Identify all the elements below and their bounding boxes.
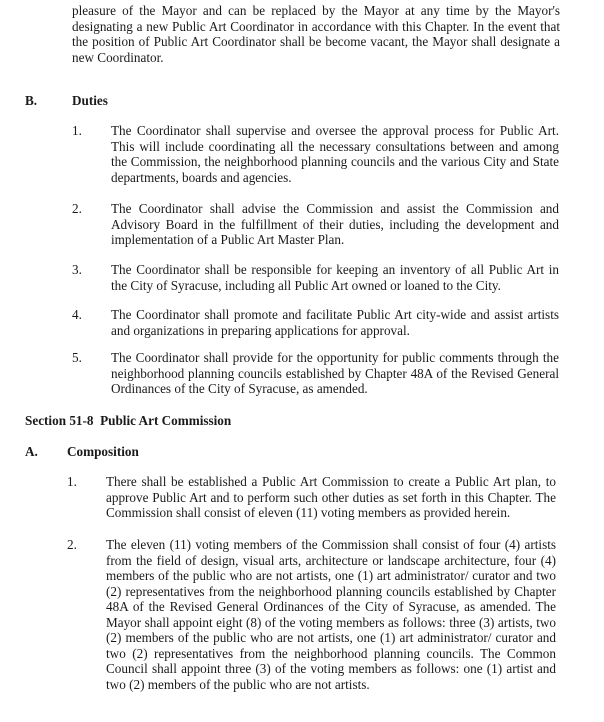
section-heading: Section 51-8 Public Art Commission (25, 413, 232, 428)
item-number: 2. (67, 537, 77, 552)
item-text: The Coordinator shall advise the Commission and assist the Commission and Advisory Board in the fulfillment of their duties, including the development and implementation of a Public Art Master Plan. (111, 201, 559, 247)
composition-heading: Composition (67, 444, 139, 459)
item-number: 1. (67, 474, 77, 489)
item-text: The Coordinator shall provide for the opportunity for public comments through the neighborhood planning councils established by Chapter 48A of the Revised General Ordinances of the City of Syracuse, as amended. (111, 350, 559, 396)
item-number: 1. (72, 123, 82, 138)
duties-letter: B. (25, 93, 38, 108)
item-text: The Coordinator shall supervise and oversee the approval process for Public Art. This will include coordinating all the necessary consultations between and among the Commission, the neighborhood planning councils and the various City and State departments, boards and agencies. (111, 123, 559, 185)
item-number: 4. (72, 307, 82, 322)
duties-heading: Duties (72, 93, 108, 108)
intro-paragraph: pleasure of the Mayor and can be replaced by the Mayor at any time by the Mayor's designating a new Public Art Coordinator in accordance with this Chapter. In the event that the position of Public Art Coordinator shall be become vacant, the Mayor shall designate a new Coordinator. (72, 3, 560, 65)
item-number: 2. (72, 201, 82, 216)
item-text: The Coordinator shall promote and facilitate Public Art city-wide and assist artists and organizations in preparing applications for approval. (111, 307, 559, 338)
composition-letter: A. (25, 444, 38, 459)
item-text: The eleven (11) voting members of the Commission shall consist of four (4) artists from the field of design, visual arts, architecture or landscape architecture, four (4) members of the public who are not artists, one (1) art administrator/ curator and two (2) representatives from the neighborhood planning councils established by Chapter 48A of the Revised General Ordinances of the City of Syracuse, as amended. The Mayor shall appoint eight (8) of the voting members as follows: three (3) artists, two (2) members of the public who are not artists, one (1) art administrator/ curator and two (2) representatives from the neighborhood planning councils. The Common Council shall appoint three (3) of the voting members as follows: one (1) artist and two (2) members of the public who are not artists. (106, 537, 556, 692)
item-text: There shall be established a Public Art Commission to create a Public Art plan, to approve Public Art and to perform such other duties as set forth in this Chapter. The Commission shall consist of eleven (11) voting members as provided herein. (106, 474, 556, 520)
item-number: 5. (72, 350, 82, 365)
item-text: The Coordinator shall be responsible for keeping an inventory of all Public Art in the City of Syracuse, including all Public Art owned or loaned to the City. (111, 262, 559, 293)
item-number: 3. (72, 262, 82, 277)
